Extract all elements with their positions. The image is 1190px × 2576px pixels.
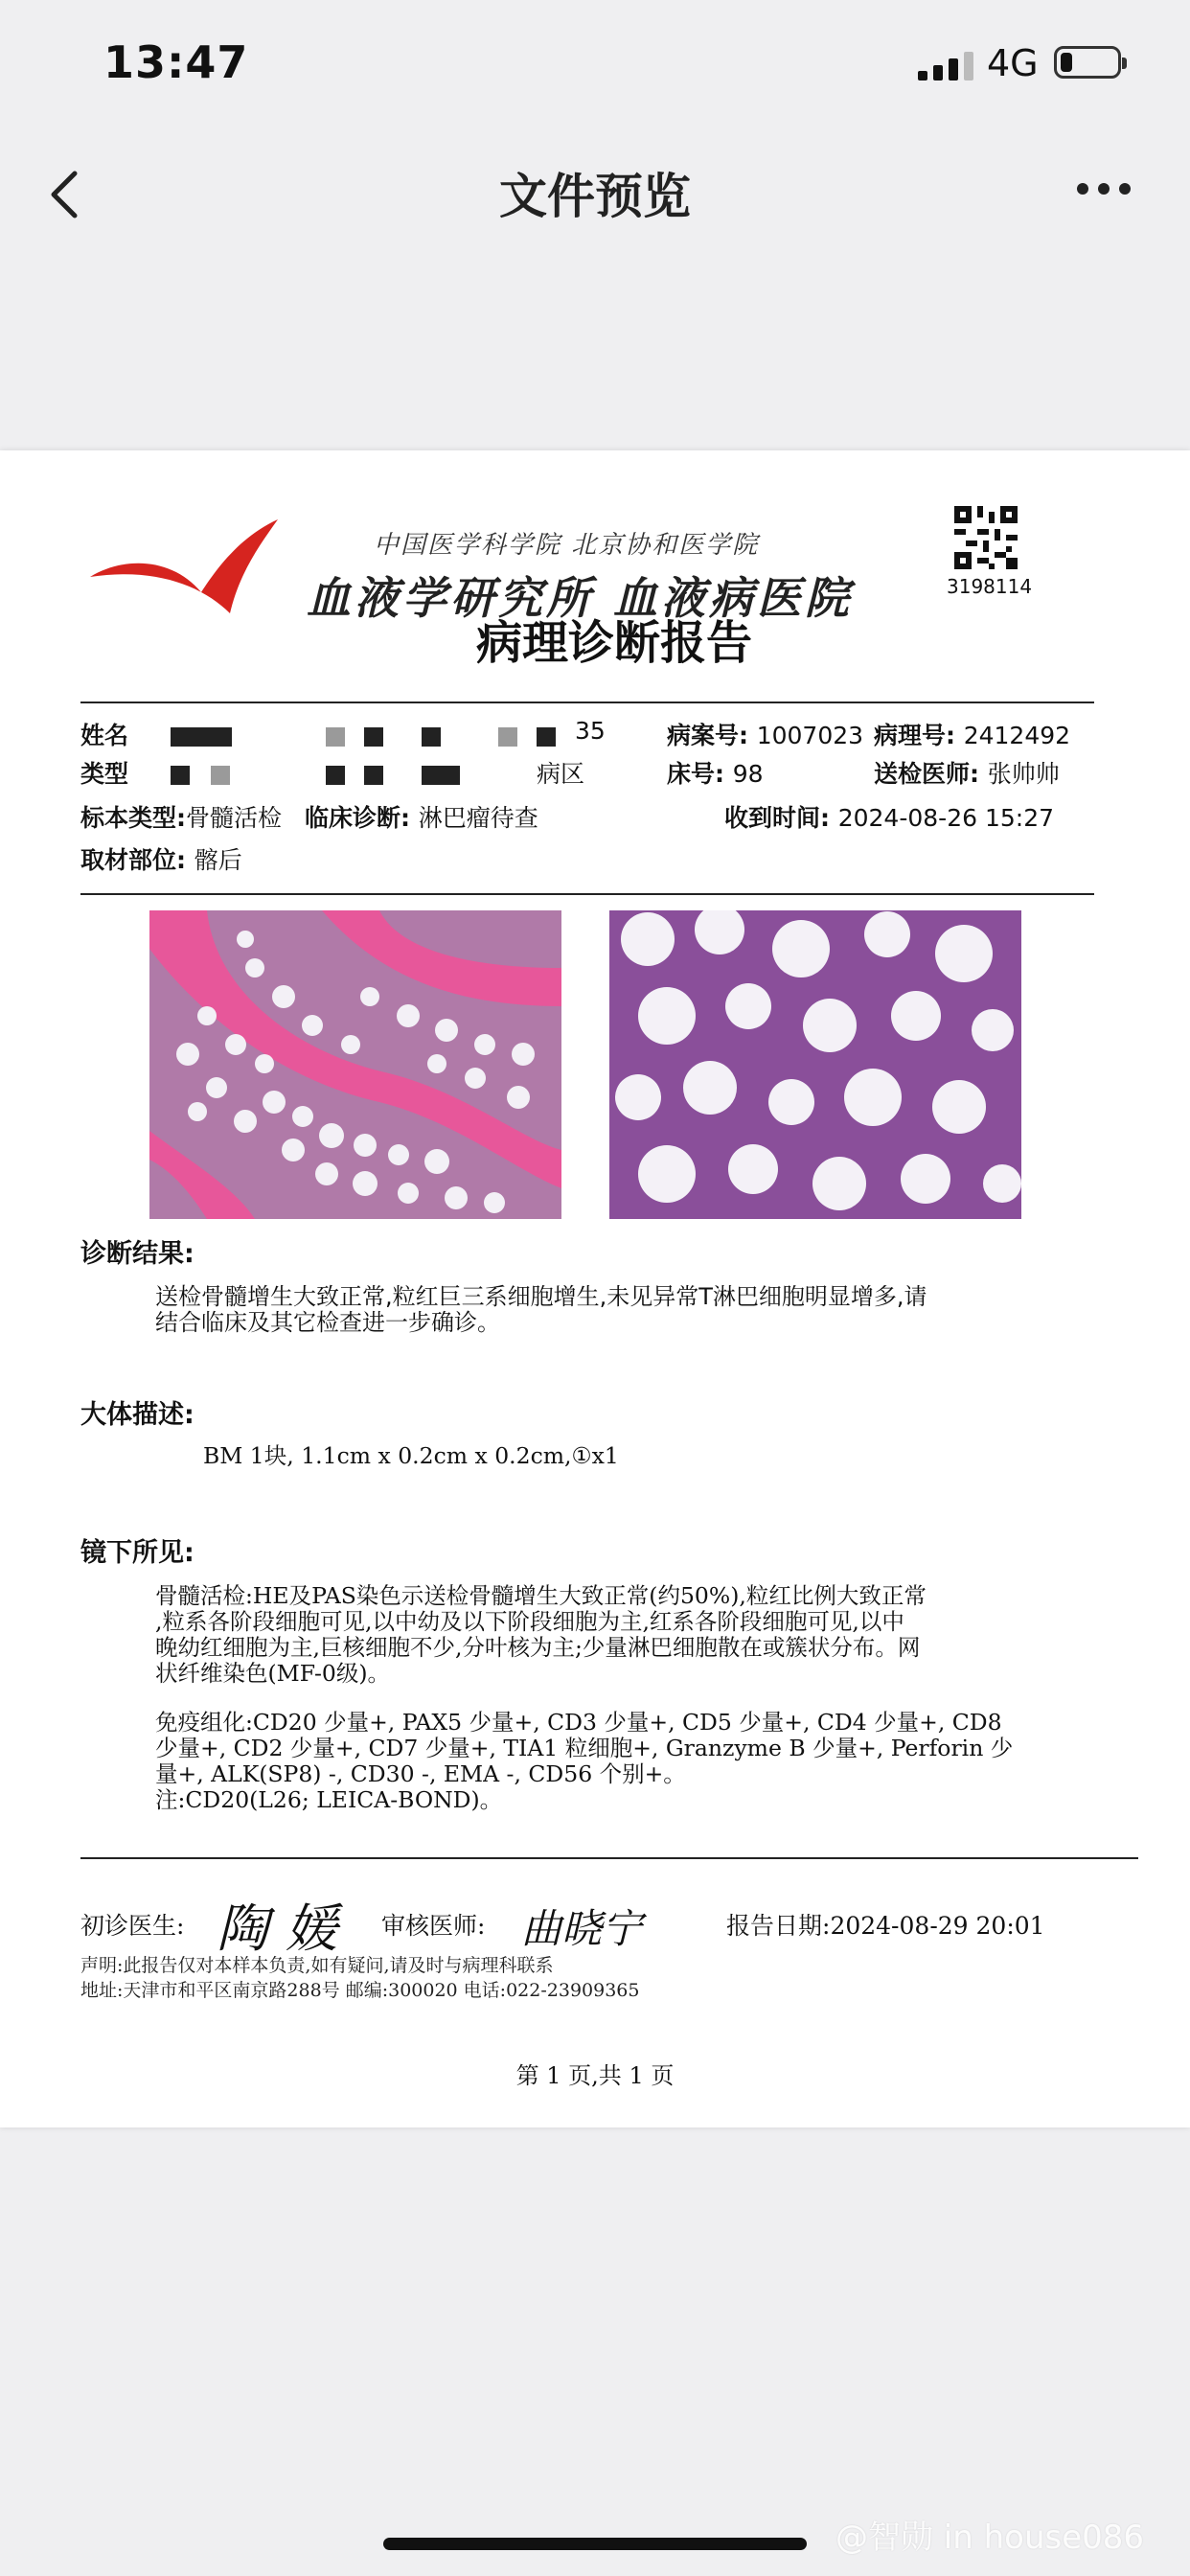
- gross-description: BM 1块, 1.1cm x 0.2cm x 0.2cm,①x1: [203, 1442, 619, 1469]
- type-label: 类型: [80, 760, 129, 788]
- divider: [80, 702, 1094, 703]
- ihc-line: 少量+, CD2 少量+, CD7 少量+, TIA1 粒细胞+, Granzyme B 少量+, Perforin 少: [155, 1735, 1014, 1761]
- micrograph-low-power: [149, 910, 561, 1219]
- microscopic-line: 晚幼红细胞为主,巨核细胞不少,分叶核为主;少量淋巴细胞散在或簇状分布。网: [155, 1634, 921, 1661]
- initial-doctor-label: 初诊医生:: [80, 1912, 185, 1940]
- redaction-mark: [422, 727, 441, 747]
- diagnosis-heading: 诊断结果:: [80, 1239, 195, 1269]
- name-tail: 35: [575, 717, 606, 745]
- report-date: 报告日期:2024-08-29 20:01: [726, 1912, 1045, 1940]
- watermark: @智勋 in house086: [835, 2518, 1145, 2557]
- clinical-diagnosis: 临床诊断: 淋巴瘤待查: [305, 804, 538, 832]
- review-doctor-signature: 曲晓宁: [521, 1905, 643, 1952]
- type-tail: 病区: [537, 760, 585, 788]
- report-title: 病理诊断报告: [475, 616, 752, 670]
- signal-icon: [918, 50, 973, 80]
- nav-bar: [0, 129, 1190, 254]
- pathology-number: 病理号: 2412492: [874, 722, 1071, 749]
- diagnosis-result: [155, 1284, 927, 1336]
- divider: [80, 893, 1094, 895]
- ihc-line: 量+, ALK(SP8) -, CD30 -, EMA -, CD56 个别+。: [155, 1760, 686, 1787]
- more-options-icon[interactable]: [1077, 183, 1134, 198]
- page-number: 第 1 页,共 1 页: [515, 2062, 675, 2089]
- redaction-mark: [326, 766, 345, 785]
- divider: [80, 1857, 1138, 1859]
- redaction-mark: [364, 766, 383, 785]
- redaction-mark: [171, 766, 190, 785]
- redaction-mark: [422, 766, 460, 785]
- diagnosis-line: 结合临床及其它检查进一步确诊。: [155, 1309, 500, 1336]
- name-label: 姓名: [80, 722, 129, 749]
- ihc-line: 注:CD20(L26; LEICA-BOND)。: [155, 1786, 503, 1813]
- review-doctor-label: 审核医师:: [381, 1912, 486, 1940]
- address: 地址:天津市和平区南京路288号 邮编:300020 电话:022-23909365: [80, 1980, 640, 2001]
- micrograph-high-power: [609, 910, 1021, 1219]
- status-time: 13:47: [103, 36, 249, 88]
- received-time: 收到时间: 2024-08-26 15:27: [724, 804, 1054, 832]
- document-preview[interactable]: [0, 450, 1190, 2128]
- qr-code-number: 3198114: [947, 575, 1033, 598]
- page-title: 文件预览: [499, 169, 691, 224]
- case-number: 病案号: 1007023: [667, 722, 864, 749]
- redaction-mark: [171, 727, 232, 747]
- bed-number: 床号: 98: [667, 760, 764, 788]
- redaction-mark: [537, 727, 556, 747]
- network-type: 4G: [987, 42, 1039, 84]
- gross-heading: 大体描述:: [80, 1400, 195, 1430]
- redaction-mark: [364, 727, 383, 747]
- microscopic-line: 骨髓活检:HE及PAS染色示送检骨髓增生大致正常(约50%),粒红比例大致正常: [155, 1582, 927, 1609]
- microscopic-heading: 镜下所见:: [80, 1538, 195, 1568]
- microscopic-line: 状纤维染色(MF-0级)。: [155, 1660, 391, 1687]
- institution-name-line2: 血液学研究所 血液病医院: [307, 572, 854, 624]
- institution-name-line1: 中国医学科学院 北京协和医学院: [374, 531, 760, 560]
- diagnosis-line: 送检骨髓增生大致正常,粒红巨三系细胞增生,未见异常T淋巴细胞明显增多,请: [155, 1283, 927, 1310]
- home-indicator[interactable]: [383, 2538, 807, 2550]
- battery-icon: [1054, 46, 1121, 79]
- immunohistochemistry: [155, 1710, 1013, 1813]
- microscopic-findings: [155, 1583, 927, 1687]
- sampling-site: 取材部位: 髂后: [80, 846, 242, 874]
- requesting-doctor: 送检医师: 张帅帅: [874, 760, 1060, 788]
- status-bar: [0, 0, 1190, 129]
- initial-doctor-signature: 陶媛: [217, 1898, 355, 1959]
- specimen-type: 标本类型:骨髓活检: [80, 804, 283, 832]
- redaction-mark: [211, 766, 230, 785]
- redaction-mark: [326, 727, 345, 747]
- ihc-line: 免疫组化:CD20 少量+, PAX5 少量+, CD3 少量+, CD5 少量+, CD4 少量+, CD8: [155, 1709, 1002, 1736]
- redaction-mark: [498, 727, 517, 747]
- microscopic-line: ,粒系各阶段细胞可见,以中幼及以下阶段细胞为主,红系各阶段细胞可见,以中: [155, 1608, 904, 1635]
- disclaimer: 声明:此报告仅对本样本负责,如有疑问,请及时与病理科联系: [80, 1955, 554, 1976]
- qr-code: [954, 506, 1018, 569]
